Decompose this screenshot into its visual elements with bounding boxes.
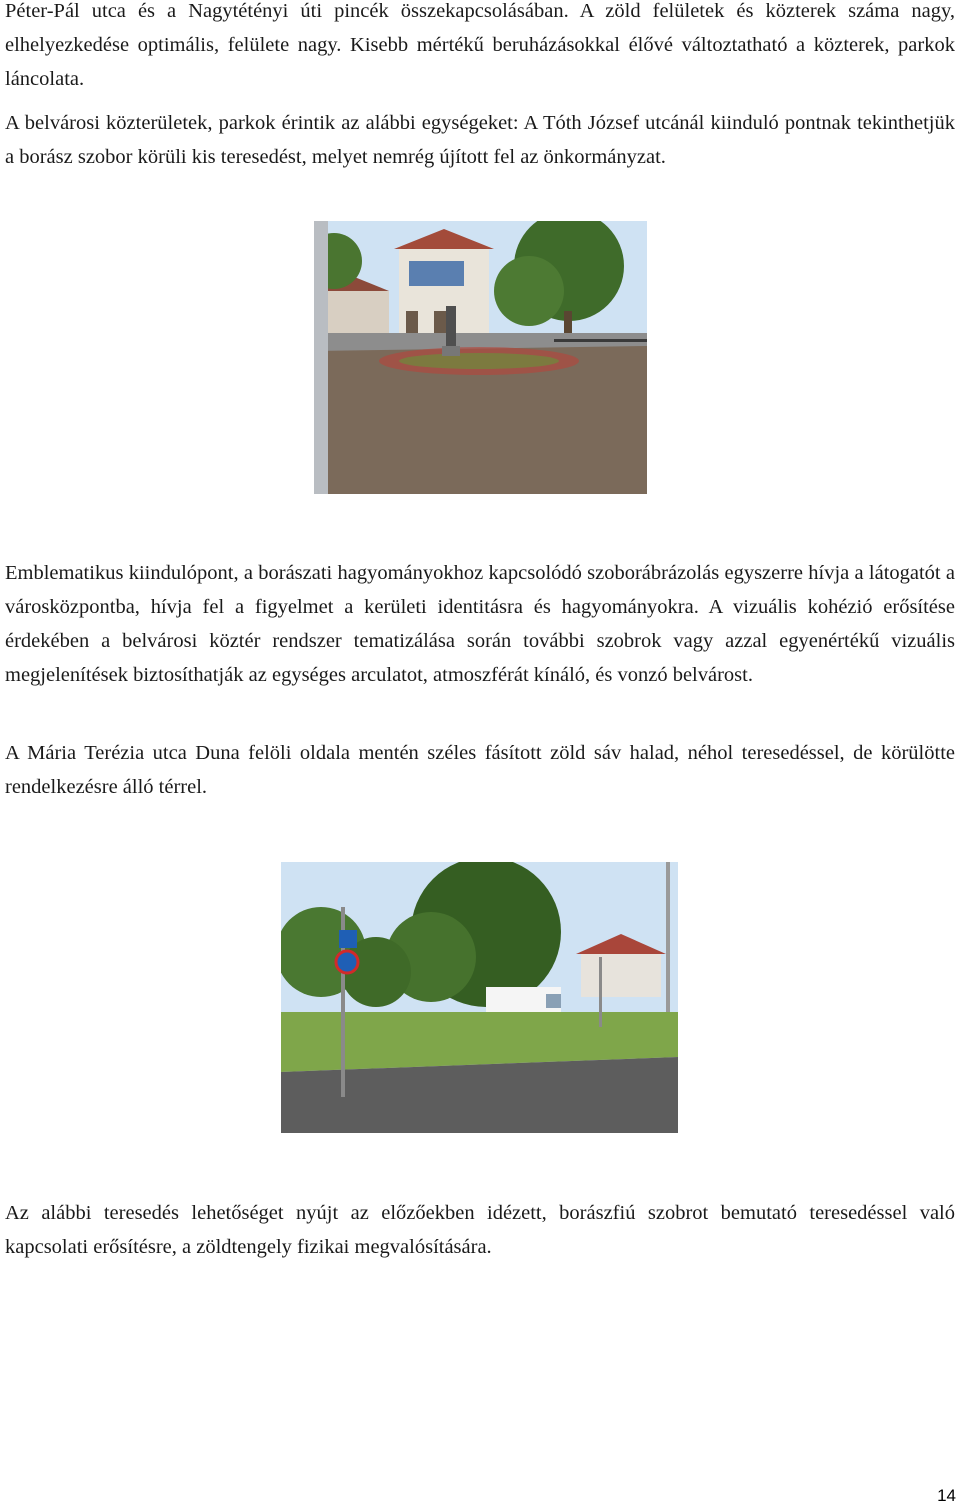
paragraph-1: Péter-Pál utca és a Nagytétényi úti pincék összekapcsolásában. A zöld felületek és közterek száma nagy, elhelyezkedése optimális, felülete nagy. Kisebb mértékű beruházásokkal élővé változtatható a közterek, parkok láncolata. [5, 0, 955, 90]
paragraph-5: Az alábbi teresedés lehetőséget nyújt az előzőekben idézett, borászfiú szobrot bemutató teresedéssel való kapcsolati erősítésre, a zöldtengely fizikai megvalósítására. [5, 1202, 955, 1258]
photo-maria-terezia-street [281, 862, 678, 1133]
paragraph-4: A Mária Terézia utca Duna felöli oldala mentén széles fásított zöld sáv halad, néhol teresedéssel, de körülötte rendelkezésre álló térrel. [5, 742, 955, 798]
paragraph-2: A belvárosi közterületek, parkok érintik az alábbi egységeket: A Tóth József utcánál kiinduló pontnak tekinthetjük a borász szobor körüli kis teresedést, melyet nemrég újított fel az önkormányzat. [5, 112, 955, 168]
photo-wine-statue-square [314, 221, 647, 494]
paragraph-3: Emblematikus kiindulópont, a borászati hagyományokhoz kapcsolódó szoborábrázolás egyszerre hívja a látogatót a városközpontba, hívja fel a figyelmet a kerületi identitásra és hagyományokra. A vizuális kohézió erősítése érdekében a belvárosi köztér rendszer tematizálása során további szobrok vagy azzal egyenértékű vizuális megjelenítések biztosíthatják az egységes arculatot, atmoszférát kínáló, és vonzó belvárost. [5, 562, 955, 686]
page-number: 14 [937, 1486, 956, 1505]
